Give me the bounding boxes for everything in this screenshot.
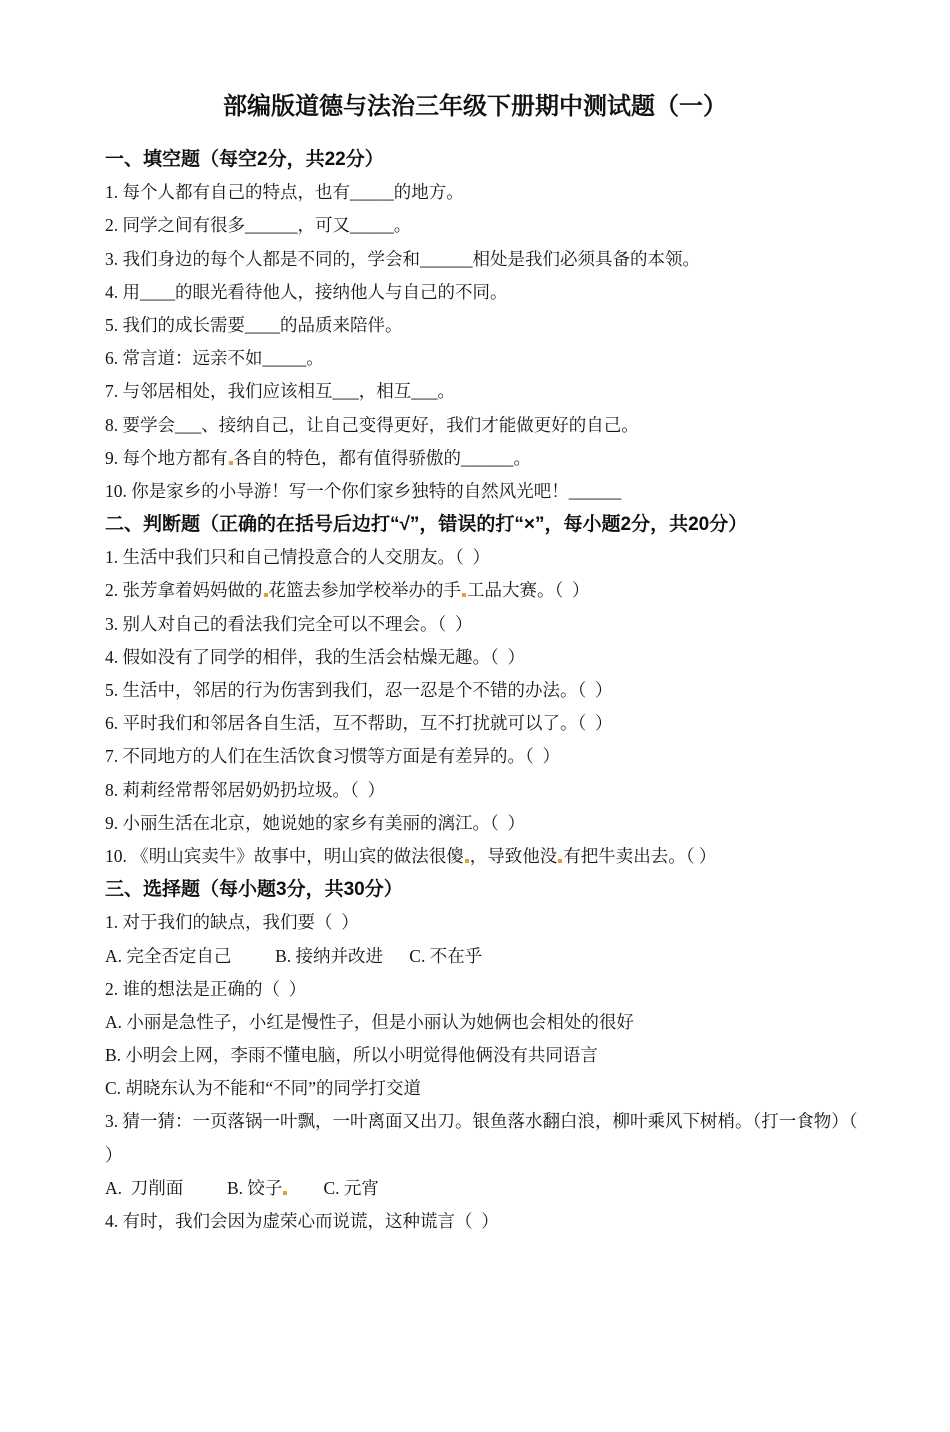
document-title: 部编版道德与法治三年级下册期中测试题（一） <box>223 94 727 120</box>
question-line: 4. 假如没有了同学的相伴，我的生活会枯燥无趣。（ ） <box>105 646 525 667</box>
question-line: 6. 常言道：远亲不如_____。 <box>105 348 324 369</box>
question-line: 7. 与邻居相处，我们应该相互___，相互___。 <box>105 381 455 402</box>
question-line: 9. 每个地方都有 各自的特色，都有值得骄傲的______。 <box>105 447 531 468</box>
section-heading: 一、填空题（每空2分，共22分） <box>105 149 384 170</box>
question-line: 3. 别人对自己的看法我们完全可以不理会。（ ） <box>105 613 473 634</box>
question-line: A. 小丽是急性子，小红是慢性子，但是小丽认为她俩也会相处的很好 <box>105 1011 634 1032</box>
question-line: 5. 我们的成长需要____的品质来陪伴。 <box>105 314 403 335</box>
question-line: 7. 不同地方的人们在生活饮食习惯等方面是有差异的。（ ） <box>105 746 560 767</box>
question-line: 8. 要学会___、接纳自己，让自己变得更好，我们才能做更好的自己。 <box>105 414 639 435</box>
spellcheck-dot-icon <box>465 859 469 863</box>
spellcheck-dot-icon <box>264 593 268 597</box>
question-line: B. 小明会上网，李雨不懂电脑，所以小明觉得他俩没有共同语言 <box>105 1045 598 1066</box>
section-heading: 二、判断题（正确的在括号后边打“√”，错误的打“×”，每小题2分，共20分） <box>105 514 748 536</box>
question-line: 10. 你是家乡的小导游！写一个你们家乡独特的自然风光吧！______ <box>105 480 622 501</box>
question-line: 10. 《明山宾卖牛》故事中，明山宾的做法很傻 ，导致他没 有把牛卖出去。（ ） <box>105 845 717 866</box>
question-line: 2. 张芳拿着妈妈做的 花篮去参加学校举办的手 工品大赛。（ ） <box>105 580 590 601</box>
spellcheck-dot-icon <box>462 593 466 597</box>
question-line: 2. 同学之间有很多______，可又_____。 <box>105 215 412 236</box>
question-line: 5. 生活中，邻居的行为伤害到我们，忍一忍是个不错的办法。（ ） <box>105 680 613 700</box>
question-line: 8. 莉莉经常帮邻居奶奶扔垃圾。（ ） <box>105 779 385 800</box>
question-line: 4. 有时，我们会因为虚荣心而说谎，这种谎言（ ） <box>105 1211 499 1231</box>
question-line: ） <box>105 1144 123 1165</box>
document-content <box>0 143 950 1238</box>
spellcheck-dot-icon <box>558 859 562 863</box>
spellcheck-dot-icon <box>283 1191 287 1195</box>
document-page <box>0 88 950 1432</box>
question-line: 1. 生活中我们只和自己情投意合的人交朋友。（ ） <box>105 547 490 568</box>
question-line: C. 胡晓东认为不能和“不同”的同学打交道 <box>105 1078 421 1099</box>
spellcheck-dot-icon <box>229 461 233 465</box>
section-heading: 三、选择题（每小题3分，共30分） <box>105 879 403 901</box>
question-line: 2. 谁的想法是正确的（ ） <box>105 978 307 999</box>
question-line: 6. 平时我们和邻居各自生活，互不帮助，互不打扰就可以了。（ ） <box>105 713 613 734</box>
question-line: A. 刀削面 B. 饺子 C. 元宵 <box>105 1177 379 1198</box>
question-line: 9. 小丽生活在北京，她说她的家乡有美丽的漓江。（ ） <box>105 812 525 833</box>
question-line: 4. 用____的眼光看待他人，接纳他人与自己的不同。 <box>105 281 508 302</box>
question-line: 1. 对于我们的缺点，我们要（ ） <box>105 912 359 933</box>
question-line: 3. 我们身边的每个人都是不同的，学会和______相处是我们必须具备的本领。 <box>105 248 700 269</box>
question-line: 1. 每个人都有自己的特点，也有_____的地方。 <box>105 182 464 203</box>
question-line: A. 完全否定自己 B. 接纳并改进 C. 不在乎 <box>105 945 483 966</box>
question-line: 3. 猜一猜：一页落锅一叶飘，一叶离面又出刀。银鱼落水翻白浪，柳叶乘风下树梢。（打一食物）（ <box>105 1111 858 1132</box>
